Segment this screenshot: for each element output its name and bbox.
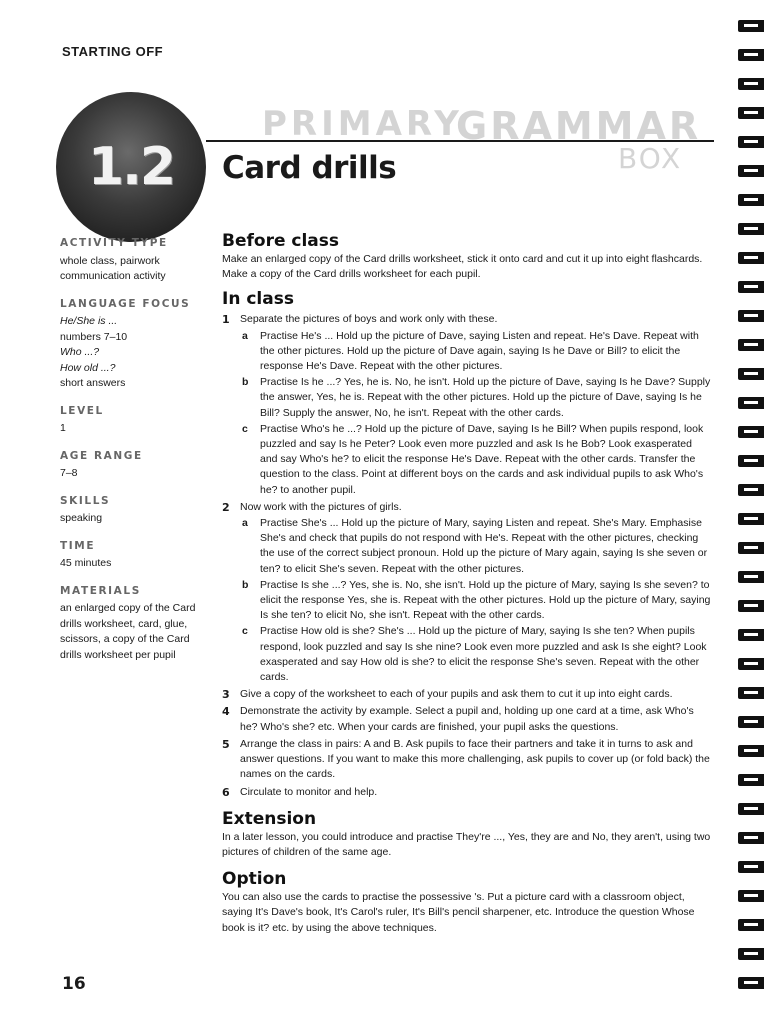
section-kicker: STARTING OFF — [62, 44, 164, 59]
sidebar-value: an enlarged copy of the Card drills worksheet, card, glue, scissors, a copy of the Card drills worksheet per pupil — [60, 602, 196, 661]
series-watermark-grammar: GRAMMAR — [456, 104, 702, 148]
sidebar-value: 7–8 — [60, 467, 78, 479]
in-class-steps — [222, 312, 712, 799]
substep-letter: b — [242, 376, 249, 389]
step-text: Separate the pictures of boys and work only with these. — [240, 313, 498, 326]
step-item — [222, 687, 712, 702]
spiral-ring — [738, 223, 764, 235]
sidebar-heading: AGE RANGE — [60, 449, 143, 462]
step-number: 4 — [222, 705, 230, 719]
page-number: 16 — [62, 974, 86, 994]
sidebar-block — [60, 539, 210, 572]
sidebar-value: speaking — [60, 512, 103, 524]
substep-text: Practise Who's he ...? Hold up the picture of Dave, saying Is he Bill? When pupils respond, look puzzled and say Is he Peter? Look even more puzzled and ask Is he Bob? Look exasperated and say Who's he? to elicit the response He's Dave. Repeat with the other cards. Transfer the question to the class. Point at different boys on the cards and ask individual pupils to ask Who's he? to another pupil. — [260, 422, 704, 496]
substep-text: Practise He's ... Hold up the picture of Dave, saying Listen and repeat. He's Dave. Repeat with the other pictures. Hold up the picture of Dave again, saying Is he Dave or Bill? to elicit the response He's Dave. Repeat with the other pictures. — [260, 329, 699, 373]
spiral-ring — [738, 687, 764, 699]
spiral-ring — [738, 948, 764, 960]
sidebar-value: 1 — [60, 422, 66, 434]
spiral-ring — [738, 339, 764, 351]
sidebar-block — [60, 584, 210, 664]
substep-item — [240, 578, 712, 624]
spiral-ring — [738, 832, 764, 844]
step-item — [222, 785, 712, 800]
spiral-ring — [738, 426, 764, 438]
in-class-heading: In class — [222, 289, 294, 310]
spiral-ring — [738, 658, 764, 670]
substep-text: Practise Is he ...? Yes, he is. No, he isn't. Hold up the picture of Dave, saying Is he Dave? Supply the answer, Yes, he is. Repeat with the other pictures. Hold up the picture of Dave, saying Is he Bill? Supply the answer, No, he isn't. Repeat with the other cards. — [260, 376, 711, 419]
extension-heading: Extension — [222, 808, 317, 829]
activity-number-badge — [56, 92, 206, 242]
page-title: Card drills — [222, 150, 397, 186]
step-text: Now work with the pictures of girls. — [240, 500, 402, 513]
series-watermark-primary: PRIMARY — [262, 104, 463, 144]
sidebar-value: numbers 7–10 — [60, 330, 128, 343]
activity-info-sidebar — [60, 236, 210, 675]
substep-item — [240, 375, 712, 421]
substep-letter: a — [242, 517, 248, 530]
step-number: 6 — [222, 785, 230, 799]
step-number: 2 — [222, 500, 230, 514]
activity-number: 1.2 — [87, 137, 175, 197]
sidebar-heading: LANGUAGE FOCUS — [60, 297, 191, 310]
sidebar-heading: SKILLS — [60, 494, 111, 507]
step-number: 1 — [222, 313, 230, 327]
substep-letter: c — [242, 422, 248, 435]
step-text: Give a copy of the worksheet to each of your pupils and ask them to cut it up into eight cards. — [240, 688, 673, 701]
step-item — [222, 737, 712, 783]
step-number: 3 — [222, 688, 230, 702]
step-item — [222, 704, 712, 734]
sidebar-value: Who ...? — [60, 346, 100, 358]
spiral-ring — [738, 252, 764, 264]
spiral-ring — [738, 977, 764, 989]
substep-item — [240, 422, 712, 498]
sidebar-block — [60, 404, 210, 437]
sidebar-heading: MATERIALS — [60, 584, 141, 597]
sidebar-heading: LEVEL — [60, 404, 104, 417]
sidebar-value: He/She is ... — [60, 315, 118, 327]
substep-item — [240, 329, 712, 375]
spiral-ring — [738, 919, 764, 931]
step-text: Circulate to monitor and help. — [240, 785, 378, 798]
spiral-ring — [738, 861, 764, 873]
spiral-ring — [738, 165, 764, 177]
substep-letter: a — [242, 329, 248, 342]
substep-letter: c — [242, 625, 248, 638]
spiral-ring — [738, 455, 764, 467]
sidebar-heading: ACTIVITY TYPE — [60, 237, 168, 249]
spiral-ring — [738, 716, 764, 728]
sidebar-block — [60, 494, 210, 527]
spiral-ring — [738, 484, 764, 496]
sidebar-value: communication activity — [60, 270, 166, 282]
spiral-ring — [738, 745, 764, 757]
lesson-content — [222, 230, 712, 942]
spiral-binding — [734, 20, 768, 1010]
step-text: Arrange the class in pairs: A and B. Ask pupils to face their partners and take it in turns to ask and answer questions. If you want to make this more challenging, ask pupils to cover up (or fold back) the names on the cards. — [240, 737, 710, 781]
step-number: 5 — [222, 737, 230, 751]
spiral-ring — [738, 78, 764, 90]
series-watermark-box: BOX — [618, 142, 683, 175]
spiral-ring — [738, 194, 764, 206]
spiral-ring — [738, 397, 764, 409]
sidebar-value: whole class, pairwork — [60, 254, 160, 267]
spiral-ring — [738, 49, 764, 61]
step-text: Demonstrate the activity by example. Select a pupil and, holding up one card at a time, ask Who's he? Who's she? etc. When your cards are finished, your pupil asks the questions. — [240, 705, 694, 733]
sidebar-block — [60, 297, 210, 392]
spiral-ring — [738, 107, 764, 119]
spiral-ring — [738, 136, 764, 148]
sidebar-block — [60, 449, 210, 482]
step-item — [222, 500, 712, 685]
spiral-ring — [738, 629, 764, 641]
spiral-ring — [738, 803, 764, 815]
spiral-ring — [738, 542, 764, 554]
sidebar-heading: TIME — [60, 539, 96, 552]
spiral-ring — [738, 513, 764, 525]
substep-text: Practise How old is she? She's ... Hold up the picture of Mary, saying Is she ten? When pupils respond, look puzzled and say Is she nine? Look even more puzzled and ask Is she eight? Look exasperated and say How old is she? to elicit the response She's seven. Repeat with the other cards. — [260, 625, 707, 684]
substep-text: Practise She's ... Hold up the picture of Mary, saying Listen and repeat. She's Mary. Emphasise She's and check that pupils do not respond with He's. Repeat with the other pictures, checking the use of the correct subject pronoun. Hold up the picture of Mary again, saying Is she seven or ten? to elicit She's seven. Repeat with the other pictures. — [260, 517, 708, 575]
substep-letter: b — [242, 578, 249, 591]
spiral-ring — [738, 20, 764, 32]
spiral-ring — [738, 281, 764, 293]
spiral-ring — [738, 890, 764, 902]
spiral-ring — [738, 368, 764, 380]
before-class-heading: Before class — [222, 231, 340, 251]
substep-text: Practise Is she ...? Yes, she is. No, she isn't. Hold up the picture of Mary, saying Is she seven? to elicit the response Yes, she is. Repeat with the other pictures. Hold up the picture of Mary, saying Is she ten? to elicit No, she isn't. Repeat with the other cards. — [260, 578, 711, 622]
substep-item — [240, 624, 712, 685]
before-class-text: Make an enlarged copy of the Card drills worksheet, stick it onto card and cut it up into eight flashcards. Make a copy of the Card drills worksheet for each pupil. — [222, 253, 703, 281]
substep-item — [240, 516, 712, 577]
option-text: You can also use the cards to practise the possessive 's. Put a picture card with a classroom object, saying It's Dave's book, It's Carol's ruler, It's Bill's pencil sharpener, etc. Introduce the question Whose book is it? etc. by using the above techniques. — [222, 891, 695, 934]
sidebar-block — [60, 236, 210, 285]
sidebar-value: How old ...? — [60, 361, 116, 374]
sidebar-value: 45 minutes — [60, 557, 112, 569]
spiral-ring — [738, 600, 764, 612]
extension-text: In a later lesson, you could introduce and practise They're ..., Yes, they are and No, they aren't, using two pictures of children of the same age. — [222, 830, 711, 858]
option-heading: Option — [222, 869, 287, 890]
sidebar-value: short answers — [60, 377, 126, 389]
spiral-ring — [738, 310, 764, 322]
spiral-ring — [738, 774, 764, 786]
spiral-ring — [738, 571, 764, 583]
step-item — [222, 312, 712, 497]
